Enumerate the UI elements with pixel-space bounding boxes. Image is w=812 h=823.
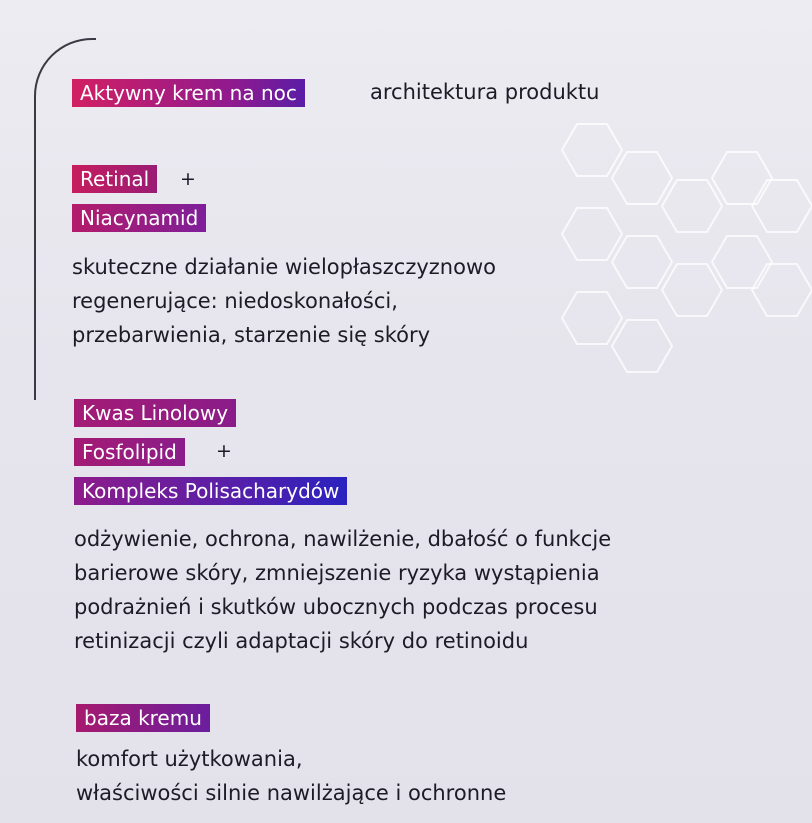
ingredient-tag-fosfolipid: Fosfolipid	[74, 438, 185, 466]
ingredient-tag-kompleks-polisacharydow: Kompleks Polisacharydów	[74, 477, 347, 505]
ingredient-tag-retinal: Retinal	[72, 165, 157, 193]
section2-description: odżywienie, ochrona, nawilżenie, dbałość o funkcje barierowe skóry, zmniejszenie ryzyka wystąpienia podrażnień i skutków ubocznych podczas procesu retinizacji czyli adaptacji skóry do retinoidu	[74, 527, 612, 653]
ingredient-tag-niacynamid: Niacynamid	[72, 204, 206, 232]
section1-description: skuteczne działanie wielopłaszczyznowo regenerujące: niedoskonałości, przebarwienia, starzenie się skóry	[72, 255, 496, 347]
hexagon-pattern-icon	[560, 120, 812, 380]
plus-sign: +	[216, 440, 232, 462]
section3-description: komfort użytkowania, właściwości silnie nawilżające i ochronne	[76, 747, 507, 805]
header-subtitle: architektura produktu	[370, 80, 600, 104]
ingredient-tag-baza-kremu: baza kremu	[76, 704, 210, 732]
header-tag: Aktywny krem na noc	[72, 79, 305, 107]
ingredient-tag-kwas-linolowy: Kwas Linolowy	[74, 399, 236, 427]
plus-sign: +	[180, 168, 196, 190]
